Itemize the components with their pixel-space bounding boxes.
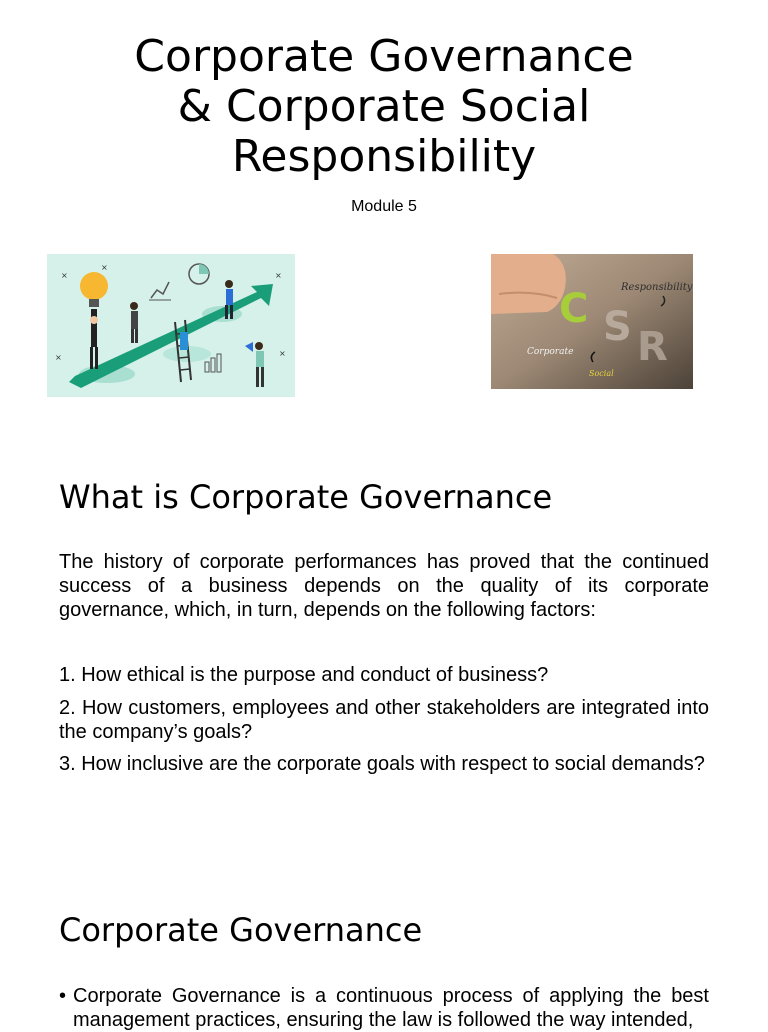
svg-text:×: × xyxy=(275,271,282,280)
svg-text:×: × xyxy=(279,349,286,358)
title-line-2: & Corporate Social xyxy=(177,81,591,132)
factor-item-2: 2. How customers, employees and other stakeholders are integrated into the company’s goals? xyxy=(59,697,709,743)
module-subtitle: Module 5 xyxy=(351,198,417,215)
csr-photo xyxy=(491,254,693,389)
tile-c: C xyxy=(559,286,589,332)
slide-title xyxy=(60,32,708,182)
bullet-text: Corporate Governance is a continuous process of applying the best management practices, ensuring the law is followed the way intended, xyxy=(73,985,709,1031)
factor-item-1: 1. How ethical is the purpose and conduct of business? xyxy=(59,664,549,686)
title-line-1: Corporate Governance xyxy=(134,31,634,82)
section-heading-what-is: What is Corporate Governance xyxy=(59,478,553,516)
svg-text:×: × xyxy=(55,353,62,362)
word-responsibility: Responsibility xyxy=(621,282,693,293)
title-line-3: Responsibility xyxy=(231,131,537,182)
growth-illustration xyxy=(47,254,295,397)
factor-item-3: 3. How inclusive are the corporate goals with respect to social demands? xyxy=(59,753,705,775)
bullet-item-1 xyxy=(59,984,709,1032)
section-heading-corporate-governance: Corporate Governance xyxy=(59,911,423,949)
intro-paragraph: The history of corporate performances has proved that the continued success of a business depends on the quality of its corporate governance, which, in turn, depends on the following factors: xyxy=(59,551,709,621)
svg-text:×: × xyxy=(101,263,108,272)
tile-s: S xyxy=(603,304,632,350)
tile-r: R xyxy=(637,324,668,370)
bullet-dot-icon: • xyxy=(59,985,67,1007)
word-corporate: Corporate xyxy=(527,347,574,357)
svg-text:×: × xyxy=(61,271,68,280)
word-social: Social xyxy=(589,369,614,378)
